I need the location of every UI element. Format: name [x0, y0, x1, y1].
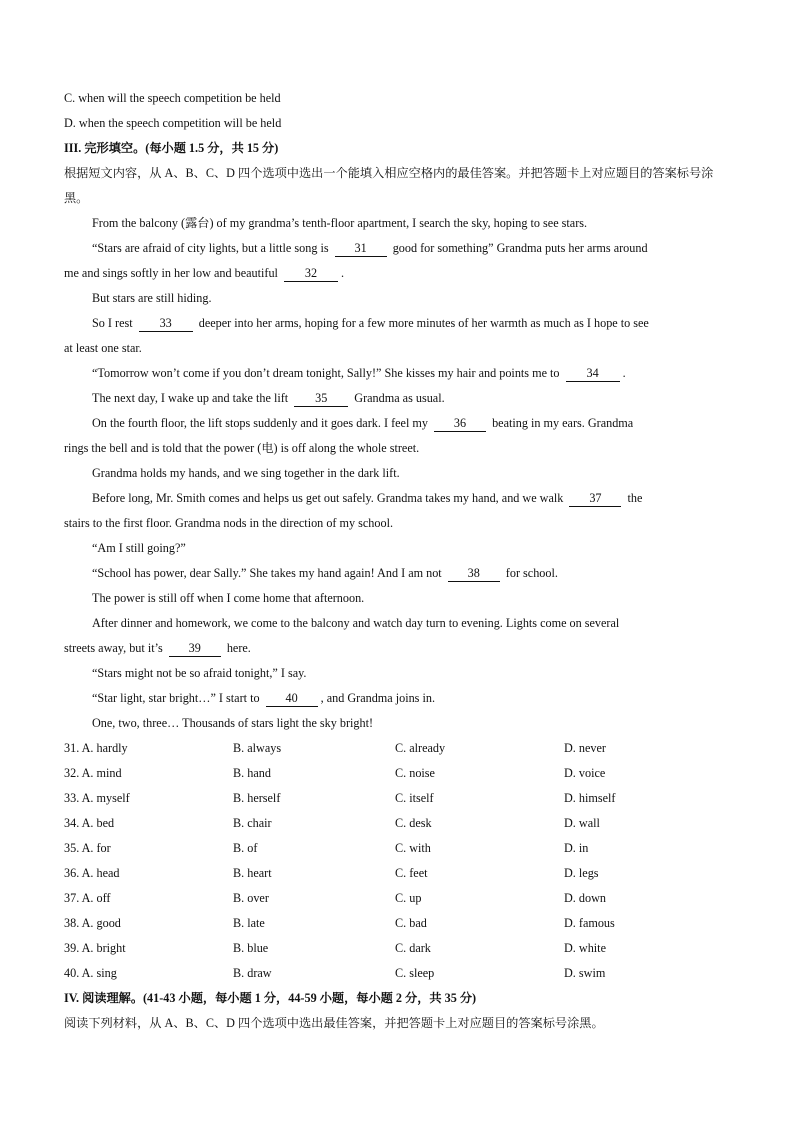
question-options-list: [64, 736, 728, 986]
blank-37: 37: [569, 490, 621, 507]
question-row: [64, 961, 728, 986]
question-row: [64, 911, 728, 936]
option-c: C. dark: [395, 941, 431, 955]
passage-paragraph: Grandma holds my hands, and we sing together in the dark lift.: [92, 466, 400, 480]
option-d: D. legs: [564, 866, 599, 880]
blank-34: 34: [566, 365, 620, 382]
blank-33: 33: [139, 315, 193, 332]
option-d: D. swim: [564, 966, 606, 980]
option-b: B. herself: [233, 791, 281, 805]
option-a: 31. A. hardly: [64, 741, 128, 755]
option-b: B. chair: [233, 816, 272, 830]
blank-40: 40: [266, 690, 318, 707]
option-c: C. itself: [395, 791, 434, 805]
option-c: C. with: [395, 841, 431, 855]
option-c: C. already: [395, 741, 446, 755]
blank-38: 38: [448, 565, 500, 582]
passage-paragraph: “Am I still going?”: [92, 541, 186, 555]
option-b: B. late: [233, 916, 265, 930]
passage-paragraph: But stars are still hiding.: [92, 291, 212, 305]
option-d-prev: D. when the speech competition will be held: [64, 116, 282, 130]
option-a: 37. A. off: [64, 891, 111, 905]
option-b: B. over: [233, 891, 269, 905]
option-c-prev: C. when will the speech competition be held: [64, 91, 281, 105]
option-c: C. feet: [395, 866, 428, 880]
question-row: [64, 861, 728, 886]
option-c: C. bad: [395, 916, 427, 930]
option-b: B. hand: [233, 766, 271, 780]
passage-paragraph: “Star light, star bright…” I start to 40 , and Grandma joins in.: [92, 691, 436, 705]
option-a: 38. A. good: [64, 916, 121, 930]
question-row: [64, 836, 728, 861]
blank-32: 32: [284, 265, 338, 282]
question-row: [64, 811, 728, 836]
passage-paragraph-cont: rings the bell and is told that the power (电) is off along the whole street.: [64, 441, 420, 455]
option-d: D. wall: [564, 816, 600, 830]
passage-paragraph: So I rest 33 deeper into her arms, hoping for a few more minutes of her warmth as much as I hope to see: [92, 316, 649, 330]
option-d: D. down: [564, 891, 606, 905]
passage-paragraph-cont: stairs to the first floor. Grandma nods in the direction of my school.: [64, 516, 394, 530]
blank-31: 31: [335, 240, 387, 257]
option-d: D. famous: [564, 916, 615, 930]
option-b: B. blue: [233, 941, 269, 955]
question-row: [64, 786, 728, 811]
passage-paragraph: On the fourth floor, the lift stops suddenly and it goes dark. I feel my 36 beating in my ears. Grandma: [92, 416, 634, 430]
passage-paragraph: “Stars are afraid of city lights, but a little song is 31 good for something” Grandma puts her arms around: [92, 241, 648, 255]
passage-paragraph: The next day, I wake up and take the lift 35 Grandma as usual.: [92, 391, 445, 405]
blank-36: 36: [434, 415, 486, 432]
option-b: B. always: [233, 741, 282, 755]
question-row: [64, 886, 728, 911]
question-row: [64, 761, 728, 786]
option-a: 36. A. head: [64, 866, 120, 880]
passage-paragraph: One, two, three… Thousands of stars light the sky bright!: [92, 716, 374, 730]
option-a: 32. A. mind: [64, 766, 122, 780]
option-d: D. white: [564, 941, 606, 955]
passage-paragraph: The power is still off when I come home that afternoon.: [92, 591, 365, 605]
option-c: C. desk: [395, 816, 432, 830]
option-d: D. himself: [564, 791, 616, 805]
blank-39: 39: [169, 640, 221, 657]
passage-paragraph: After dinner and homework, we come to the balcony and watch day turn to evening. Lights come on several: [92, 616, 620, 630]
option-b: B. of: [233, 841, 258, 855]
option-a: 35. A. for: [64, 841, 111, 855]
option-d: D. voice: [564, 766, 606, 780]
passage-paragraph: “School has power, dear Sally.” She takes my hand again! And I am not 38 for school.: [92, 566, 558, 580]
passage-paragraph: “Stars might not be so afraid tonight,” I say.: [92, 666, 307, 680]
option-a: 39. A. bright: [64, 941, 126, 955]
option-a: 33. A. myself: [64, 791, 130, 805]
document-page: [64, 86, 728, 1036]
blank-35: 35: [294, 390, 348, 407]
option-a: 34. A. bed: [64, 816, 115, 830]
option-d: D. in: [564, 841, 589, 855]
section-3-title: III. 完形填空。(每小题 1.5 分，共 15 分): [64, 141, 279, 155]
option-c: C. noise: [395, 766, 435, 780]
question-row: [64, 736, 728, 761]
option-b: B. heart: [233, 866, 272, 880]
passage-paragraph: “Tomorrow won’t come if you don’t dream tonight, Sally!” She kisses my hair and points me to 34 .: [92, 366, 626, 380]
passage-paragraph-cont: at least one star.: [64, 341, 142, 355]
passage-paragraph: From the balcony (露台) of my grandma’s tenth-floor apartment, I search the sky, hoping to see stars.: [92, 216, 588, 230]
option-b: B. draw: [233, 966, 272, 980]
section-4-instruction: 阅读下列材料，从 A、B、C、D 四个选项中选出最佳答案，并把答题卡上对应题目的答案标号涂黑。: [64, 1016, 604, 1030]
passage-paragraph-cont: me and sings softly in her low and beautiful 32 .: [64, 266, 345, 280]
question-row: [64, 936, 728, 961]
option-d: D. never: [564, 741, 606, 755]
option-c: C. sleep: [395, 966, 435, 980]
section-4-title: IV. 阅读理解。(41-43 小题，每小题 1 分，44-59 小题，每小题 2 分，共 35 分): [64, 991, 477, 1005]
section-3-instruction: 根据短文内容，从 A、B、C、D 四个选项中选出一个能填入相应空格内的最佳答案。并把答题卡上对应题目的答案标号涂黑。: [64, 166, 714, 205]
option-c: C. up: [395, 891, 422, 905]
option-a: 40. A. sing: [64, 966, 117, 980]
passage-paragraph-cont: streets away, but it’s 39 here.: [64, 641, 251, 655]
passage-paragraph: Before long, Mr. Smith comes and helps us get out safely. Grandma takes my hand, and we walk 37 the: [92, 491, 643, 505]
